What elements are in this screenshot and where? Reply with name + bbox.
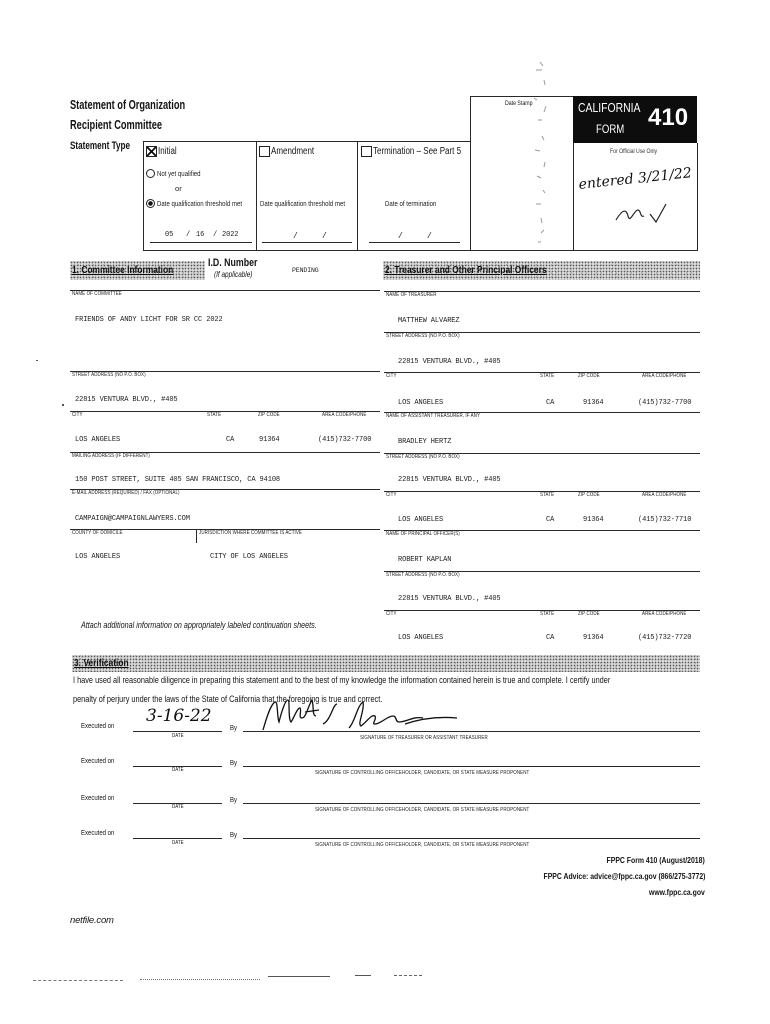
execution-date-line	[133, 731, 222, 732]
id-number-note: (If applicable)	[214, 270, 253, 279]
committee-name-value: FRIENDS OF ANDY LICHT FOR SR CC 2022	[75, 316, 223, 324]
treasurer-state-value: CA	[546, 399, 555, 407]
treasurer-state-label: STATE	[540, 373, 555, 379]
termination-date-line	[369, 242, 460, 243]
assistant-treasurer-phone-value: (415)732-7710	[638, 516, 692, 524]
principal-officer-zip-value: 91364	[583, 634, 604, 642]
date-label: DATE	[172, 804, 184, 810]
assistant-treasurer-state-value: CA	[546, 516, 555, 524]
date-slash: /	[186, 231, 191, 239]
assistant-treasurer-street-value: 22815 VENTURA BLVD., #405	[398, 476, 501, 484]
termination-checkbox	[361, 146, 372, 157]
stamp-artifact	[520, 58, 565, 250]
signature-line	[243, 838, 700, 839]
committee-phone-label: AREA CODE/PHONE	[322, 412, 367, 418]
amendment-label: Amendment	[271, 146, 315, 157]
handwritten-entry-note: entered 3/21/22	[577, 165, 693, 193]
amendment-date-label: Date qualification threshold met	[260, 199, 346, 208]
principal-officer-phone-value: (415)732-7720	[638, 634, 692, 642]
form-badge-number: 410	[648, 104, 689, 131]
scan-artifact	[62, 404, 64, 406]
qualification-month: 05	[165, 231, 174, 239]
section1-title: 1. Committee Information	[72, 264, 174, 276]
initial-checkbox	[146, 146, 157, 157]
section2-title: 2. Treasurer and Other Principal Officers	[385, 264, 547, 276]
verification-text-line2: penalty of perjury under the laws of the State of California that the foregoing is true and correct.	[73, 694, 383, 704]
signature-line	[243, 803, 700, 804]
assistant-treasurer-city-label: CITY	[386, 492, 397, 498]
initial-label: Initial	[158, 146, 177, 157]
execution-date-handwritten: 3-16-22	[146, 706, 212, 726]
principal-officer-name-label: NAME OF PRINCIPAL OFFICER(S)	[386, 531, 460, 537]
footer-website: www.fppc.ca.gov	[649, 887, 705, 897]
execution-date-line	[133, 838, 222, 839]
qualification-day: 16	[196, 231, 205, 239]
committee-name-label: NAME OF COMMITTEE	[72, 291, 122, 297]
jurisdiction-label: JURISDICTION WHERE COMMITTEE IS ACTIVE	[199, 530, 302, 536]
committee-zip-label: ZIP CODE	[258, 412, 280, 418]
committee-mailing-value: 150 POST STREET, SUITE 405 SAN FRANCISCO, CA 94108	[75, 476, 281, 484]
committee-mailing-label: MAILING ADDRESS (IF DIFFERENT)	[72, 453, 150, 459]
executed-on-label: Executed on	[81, 828, 115, 837]
treasurer-city-value: LOS ANGELES	[398, 399, 444, 407]
scan-artifact	[355, 975, 371, 976]
statement-divider-1	[256, 141, 257, 251]
county-divider	[196, 529, 197, 543]
signature-label: SIGNATURE OF CONTROLLING OFFICEHOLDER, CANDIDATE, OR STATE MEASURE PROPONENT	[315, 807, 530, 813]
by-label: By	[230, 723, 238, 732]
principal-officer-street-value: 22815 VENTURA BLVD., #405	[398, 595, 501, 603]
executed-on-label: Executed on	[81, 721, 115, 730]
committee-state-value: CA	[226, 436, 235, 444]
principal-officer-state-label: STATE	[540, 611, 555, 617]
qualified-label: Date qualification threshold met	[157, 199, 243, 208]
statement-divider-2	[357, 141, 358, 251]
treasurer-phone-label: AREA CODE/PHONE	[642, 373, 687, 379]
date-label: DATE	[172, 767, 184, 773]
signature-label: SIGNATURE OF CONTROLLING OFFICEHOLDER, CANDIDATE, OR STATE MEASURE PROPONENT	[315, 770, 530, 776]
by-label: By	[230, 795, 238, 804]
committee-street-label: STREET ADDRESS (NO P.O. BOX)	[72, 372, 146, 378]
qualified-radio	[146, 199, 155, 208]
principal-officer-zip-label: ZIP CODE	[578, 611, 600, 617]
jurisdiction-value: CITY OF LOS ANGELES	[210, 553, 288, 561]
date-label: DATE	[172, 840, 184, 846]
qualification-date-line	[150, 242, 252, 243]
treasurer-street-label: STREET ADDRESS (NO P.O. BOX)	[386, 333, 460, 339]
treasurer-zip-value: 91364	[583, 399, 604, 407]
amendment-checkbox	[259, 146, 270, 157]
id-number-value: PENDING	[292, 267, 319, 274]
assistant-treasurer-name-value: BRADLEY HERTZ	[398, 438, 452, 446]
date-slash: /	[427, 232, 432, 241]
verification-text-line1: I have used all reasonable diligence in preparing this statement and to the best of my knowledge the information contained herein is true and complete. I certify under	[73, 675, 611, 685]
scan-artifact	[394, 975, 422, 976]
signature-label: SIGNATURE OF TREASURER OR ASSISTANT TREASURER	[360, 735, 488, 741]
committee-city-value: LOS ANGELES	[75, 436, 121, 444]
scan-artifact	[140, 979, 260, 980]
not-yet-qualified-radio	[146, 169, 155, 178]
treasurer-zip-label: ZIP CODE	[578, 373, 600, 379]
qualification-year: 2022	[222, 231, 239, 239]
date-slash: /	[293, 232, 298, 241]
assistant-treasurer-zip-value: 91364	[583, 516, 604, 524]
footer-form-id: FPPC Form 410 (August/2018)	[606, 855, 705, 865]
by-label: By	[230, 758, 238, 767]
scan-artifact	[268, 976, 330, 977]
principal-officer-phone-label: AREA CODE/PHONE	[642, 611, 687, 617]
committee-state-label: STATE	[207, 412, 222, 418]
assistant-treasurer-state-label: STATE	[540, 492, 555, 498]
treasurer-name-label: NAME OF TREASURER	[386, 292, 437, 298]
assistant-treasurer-phone-label: AREA CODE/PHONE	[642, 492, 687, 498]
committee-phone-value: (415)732-7700	[318, 436, 372, 444]
section3-title: 3. Verification	[74, 657, 129, 669]
committee-zip-value: 91364	[259, 436, 280, 444]
treasurer-phone-value: (415)732-7700	[638, 399, 692, 407]
committee-city-label: CITY	[72, 412, 83, 418]
principal-officer-city-value: LOS ANGELES	[398, 634, 444, 642]
termination-date-label: Date of termination	[385, 199, 437, 208]
assistant-treasurer-street-label: STREET ADDRESS (NO P.O. BOX)	[386, 454, 460, 460]
signature-label: SIGNATURE OF CONTROLLING OFFICEHOLDER, CANDIDATE, OR STATE MEASURE PROPONENT	[315, 842, 530, 848]
not-yet-qualified-label: Not yet qualified	[157, 169, 201, 178]
id-number-label: I.D. Number	[208, 257, 258, 269]
footer-advice: FPPC Advice: advice@fppc.ca.gov (866/275-3772)	[543, 871, 705, 881]
form-title: Statement of Organization	[70, 98, 186, 112]
treasurer-street-value: 22815 VENTURA BLVD., #405	[398, 358, 501, 366]
scan-artifact	[36, 360, 38, 361]
statement-type-label: Statement Type	[70, 140, 131, 152]
date-slash: /	[213, 231, 218, 239]
executed-on-label: Executed on	[81, 756, 115, 765]
signature-line	[243, 766, 700, 767]
scan-artifact	[33, 980, 123, 981]
netfile-logo: netfile.com	[70, 915, 114, 926]
date-slash: /	[322, 232, 327, 241]
committee-street-value: 22815 VENTURA BLVD., #405	[75, 396, 178, 404]
assistant-treasurer-name-label: NAME OF ASSISTANT TREASURER, IF ANY	[386, 413, 481, 419]
form-subtitle: Recipient Committee	[70, 118, 163, 132]
committee-email-value: CAMPAIGN@CAMPAIGNLAWYERS.COM	[75, 515, 190, 523]
amendment-date-line	[262, 242, 352, 243]
date-stamp-label: Date Stamp	[505, 100, 533, 107]
attach-note: Attach additional information on appropriately labeled continuation sheets.	[81, 620, 317, 630]
assistant-treasurer-city-value: LOS ANGELES	[398, 516, 444, 524]
form-badge-form: FORM	[596, 122, 625, 136]
county-value: LOS ANGELES	[75, 553, 121, 561]
assistant-treasurer-zip-label: ZIP CODE	[578, 492, 600, 498]
executed-on-label: Executed on	[81, 793, 115, 802]
date-label: DATE	[172, 733, 184, 739]
statement-type-frame	[143, 141, 470, 251]
termination-label: Termination – See Part 5	[373, 146, 462, 157]
committee-email-label: E-MAIL ADDRESS (REQUIRED) / FAX (OPTIONAL)	[72, 490, 180, 496]
official-use-label: For Official Use Only	[610, 148, 658, 155]
frame-right-edge	[697, 143, 698, 251]
section3-bar	[72, 655, 700, 672]
treasurer-signature	[255, 694, 470, 738]
principal-officer-city-label: CITY	[386, 611, 397, 617]
county-label: COUNTY OF DOMICILE	[72, 530, 123, 536]
treasurer-name-value: MATTHEW ALVAREZ	[398, 317, 460, 325]
or-label: or	[175, 184, 182, 193]
principal-officer-state-value: CA	[546, 634, 555, 642]
handwritten-initials	[612, 200, 672, 228]
principal-officer-name-value: ROBERT KAPLAN	[398, 556, 452, 564]
form-badge-state: CALIFORNIA	[578, 100, 641, 115]
treasurer-city-label: CITY	[386, 373, 397, 379]
principal-officer-street-label: STREET ADDRESS (NO P.O. BOX)	[386, 572, 460, 578]
by-label: By	[230, 830, 238, 839]
date-slash: /	[398, 232, 403, 241]
